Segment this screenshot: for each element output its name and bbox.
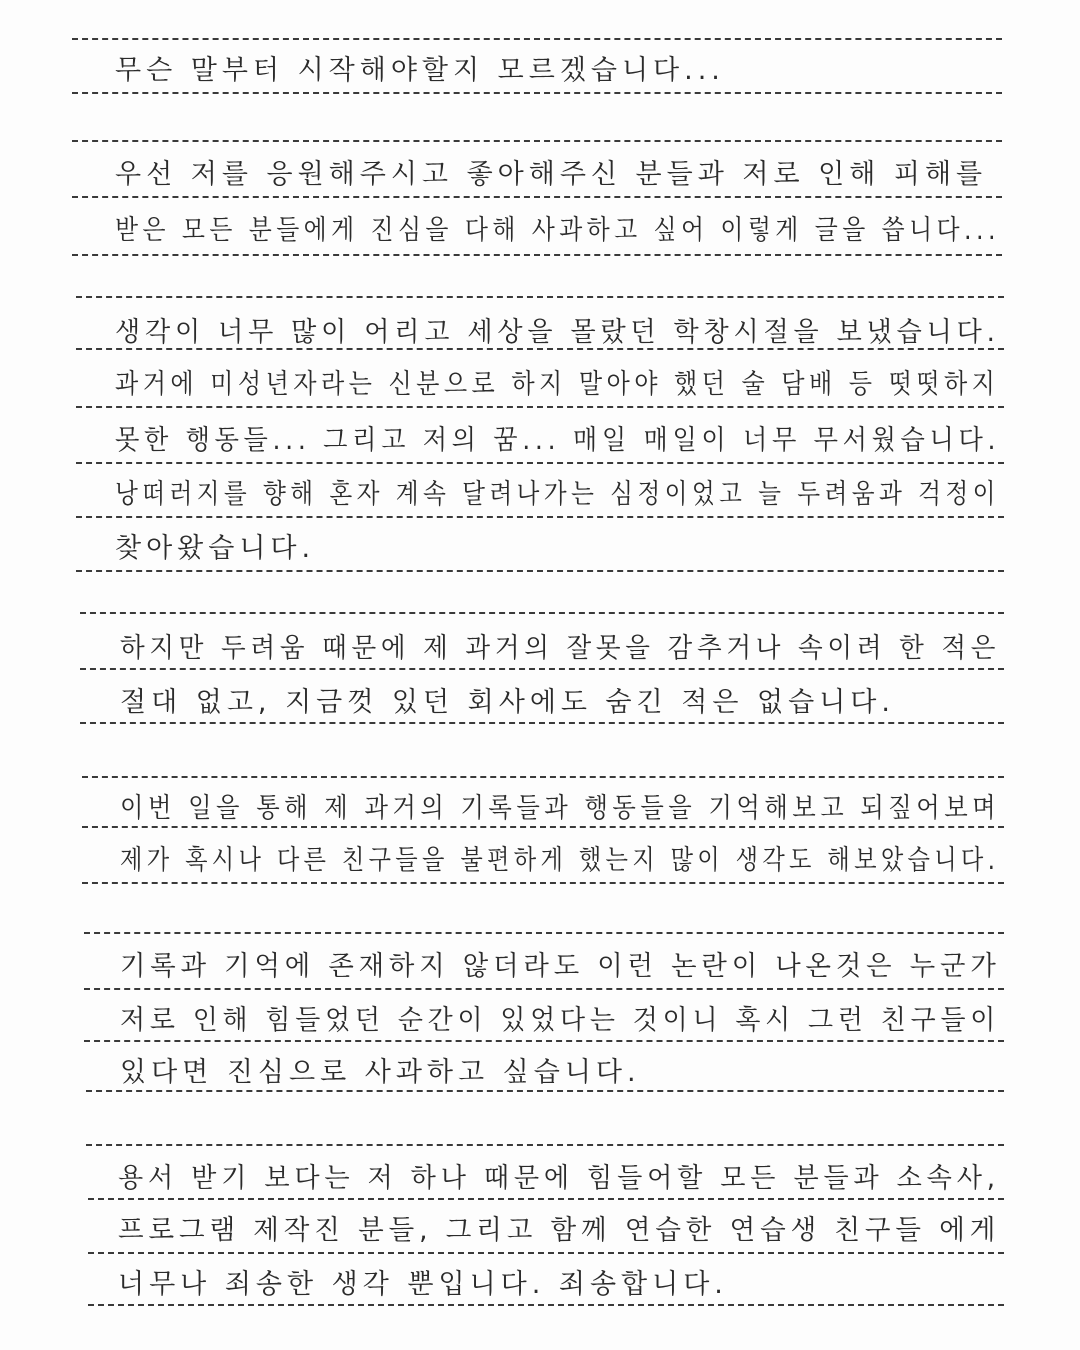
letter-line: 우선 저를 응원해주시고 좋아해주신 분들과 저로 인해 피해를	[115, 159, 988, 190]
ruled-line	[76, 570, 1004, 572]
letter-line: 너무나 죄송한 생각 뿐입니다. 죄송합니다.	[118, 1269, 728, 1300]
ruled-line	[76, 296, 1004, 298]
letter-line: 프로그램 제작진 분들, 그리고 함께 연습한 연습생 친구들 에게	[118, 1215, 1001, 1246]
ruled-line	[88, 1252, 1004, 1254]
letter-line: 저로 인해 힘들었던 순간이 있었다는 것이니 혹시 그런 친구들이	[120, 1005, 1001, 1036]
ruled-line	[76, 406, 1004, 408]
ruled-line	[72, 140, 1002, 142]
ruled-line	[80, 722, 1004, 724]
ruled-line	[84, 1040, 1004, 1042]
ruled-line	[82, 882, 1004, 884]
ruled-line	[72, 196, 1002, 198]
ruled-line	[86, 1090, 1004, 1092]
letter-line: 있다면 진심으로 사과하고 싶습니다.	[120, 1057, 641, 1088]
letter-line: 용서 받기 보다는 저 하나 때문에 힘들어할 모든 분들과 소속사,	[118, 1163, 1000, 1194]
letter-line: 찾아왔습니다.	[115, 533, 316, 564]
letter-line: 무슨 말부터 시작해야할지 모르겠습니다...	[115, 55, 725, 86]
ruled-line	[84, 932, 1004, 934]
letter-line: 받은 모든 분들에게 진심을 다해 사과하고 싶어 이렇게 글을 씁니다...	[115, 215, 1000, 246]
ruled-line	[80, 668, 1004, 670]
ruled-line	[84, 988, 1004, 990]
ruled-line	[72, 92, 1002, 94]
ruled-line	[82, 826, 1004, 828]
letter-line: 과거에 미성년자라는 신분으로 하지 말아야 했던 술 담배 등 떳떳하지	[115, 369, 1000, 400]
ruled-line	[88, 1304, 1004, 1306]
ruled-line	[72, 38, 1002, 40]
ruled-line	[82, 776, 1004, 778]
ruled-line	[72, 254, 1002, 256]
ruled-line	[76, 462, 1004, 464]
letter-line: 기록과 기억에 존재하지 않더라도 이런 논란이 나온것은 누군가	[120, 951, 1001, 982]
letter-line: 절대 없고, 지금껏 있던 회사에도 숨긴 적은 없습니다.	[120, 687, 895, 718]
ruled-line	[80, 612, 1004, 614]
letter-line: 하지만 두려움 때문에 제 과거의 잘못을 감추거나 속이려 한 적은	[120, 633, 1001, 664]
letter-line: 못한 행동들... 그리고 저의 꿈... 매일 매일이 너무 무서웠습니다.	[115, 425, 1001, 456]
letter-line: 낭떠러지를 향해 혼자 계속 달려나가는 심정이었고 늘 두려움과 걱정이	[115, 479, 1000, 510]
ruled-line	[86, 1144, 1004, 1146]
letter-line: 생각이 너무 많이 어리고 세상을 몰랐던 학창시절을 보냈습니다.	[115, 317, 1000, 348]
ruled-line	[88, 1198, 1004, 1200]
ruled-line	[76, 516, 1004, 518]
letter-line: 이번 일을 통해 제 과거의 기록들과 행동들을 기억해보고 되짚어보며	[120, 793, 1001, 824]
letter-line: 제가 혹시나 다른 친구들을 불편하게 했는지 많이 생각도 해보았습니다.	[120, 845, 1000, 876]
